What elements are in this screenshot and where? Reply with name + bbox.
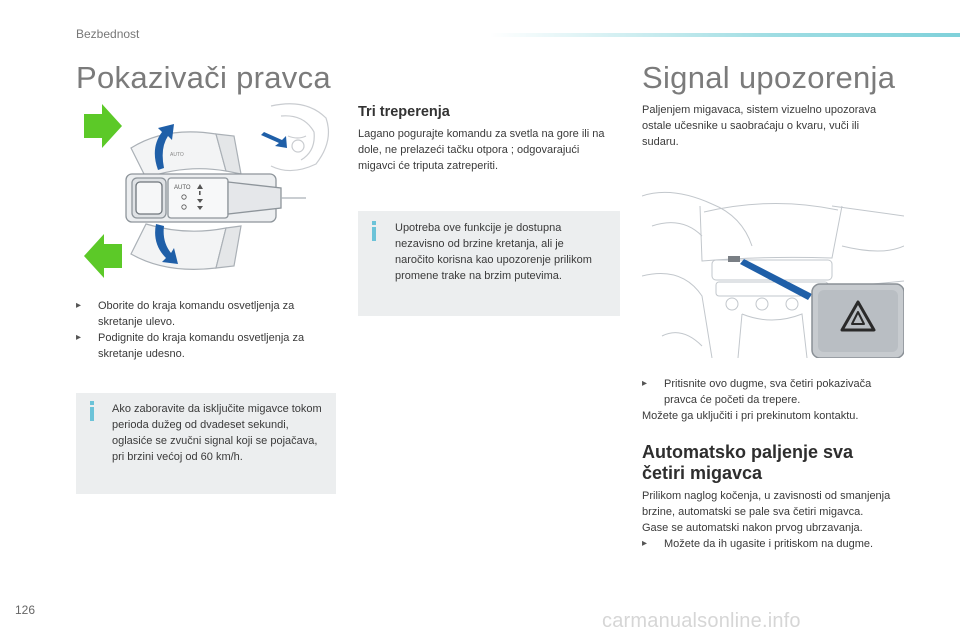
left-info-box xyxy=(76,393,336,494)
section-header: Bezbednost xyxy=(76,27,140,41)
arrow-diagonal-blue-icon xyxy=(261,132,287,148)
turn-signals-title: Pokazivači pravca xyxy=(76,60,331,95)
auto-label-top: AUTO xyxy=(170,152,184,158)
info-icon xyxy=(90,407,94,421)
auto-hazard-title xyxy=(642,442,912,484)
page-number: 126 xyxy=(15,603,36,617)
instruction-right xyxy=(76,330,336,362)
three-flashes-title: Tri treperenja xyxy=(358,104,450,120)
bullet-arrow-icon: ▸ xyxy=(642,538,648,549)
bullet-arrow-icon: ▸ xyxy=(76,300,82,311)
hazard-press-text: Pritisnite ovo dugme, sva četiri pokazivača pravca će početi da trepere. xyxy=(664,378,872,406)
turn-signal-stalk-illustration xyxy=(76,96,334,286)
info-icon xyxy=(372,227,376,241)
arrow-right-green-icon xyxy=(84,104,122,148)
instruction-right-text: Podignite do kraja komandu osvetljenja za skretanje udesno. xyxy=(98,332,305,360)
left-info-text: Ako zaboravite da isključite migavce tokom perioda dužeg od dvadeset sekundi, oglasiće se zvučni signal koji se pojačava, pri brzini većoj od 60 km/h. xyxy=(112,403,322,463)
upper-lever xyxy=(131,132,241,178)
hazard-signal-title: Signal upozorenja xyxy=(642,60,896,95)
arrow-left-green-icon xyxy=(84,234,122,278)
auto-hazard-off-text: Možete da ih ugasite i pritiskom na dugme. xyxy=(664,538,874,550)
auto-hazard-text: Prilikom naglog kočenja, u zavisnosti od smanjenja brzine, automatski se pale sva četiri migavca. xyxy=(642,490,891,518)
header-accent-bar xyxy=(490,33,960,37)
three-flashes-text: Lagano pogurajte komandu za svetla na gore ili na dole, ne prelazeći tačku otpora ; odgovarajući migavci će triputa zatreperiti. xyxy=(358,128,605,172)
lower-lever xyxy=(131,224,241,269)
watermark: carmanualsonline.info xyxy=(602,610,801,632)
hazard-contact-text: Možete ga uključiti i pri prekinutom kontaktu. xyxy=(642,410,859,422)
bullet-arrow-icon: ▸ xyxy=(76,332,82,343)
auto-hazard-title-line2: četiri migavca xyxy=(642,463,763,483)
instruction-left-text: Oborite do kraja komandu osvetljenja za skretanje ulevo. xyxy=(98,300,295,328)
stalk-instructions xyxy=(76,298,336,362)
auto-hazard-off-instruction xyxy=(642,536,904,552)
auto-hazard-text-2: Gase se automatski nakon prvog ubrzavanja. xyxy=(642,522,863,534)
hazard-press-instruction xyxy=(642,376,902,408)
middle-info-box xyxy=(358,211,620,316)
middle-info-text: Upotreba ove funkcije je dostupna nezavisno od brzine kretanja, ali je naročito korisna kao upozorenje prilikom promene trake na brzim putevima. xyxy=(395,222,592,282)
auto-hazard-title-line1: Automatsko paljenje sva xyxy=(642,442,854,462)
instruction-left xyxy=(76,298,336,330)
hazard-button-small xyxy=(728,256,740,262)
steering-wheel-sketch xyxy=(271,104,328,171)
auto-hazard-body xyxy=(642,488,904,552)
hazard-button-illustration xyxy=(642,186,904,358)
main-stalk xyxy=(126,174,306,222)
hazard-instructions xyxy=(642,376,902,424)
auto-label-stalk: AUTO xyxy=(174,185,191,191)
bullet-arrow-icon: ▸ xyxy=(642,378,648,389)
hazard-intro-text: Paljenjem migavaca, sistem vizuelno upozorava ostale učesnike u saobraćaju o kvaru, vuči ili sudaru. xyxy=(642,104,877,148)
